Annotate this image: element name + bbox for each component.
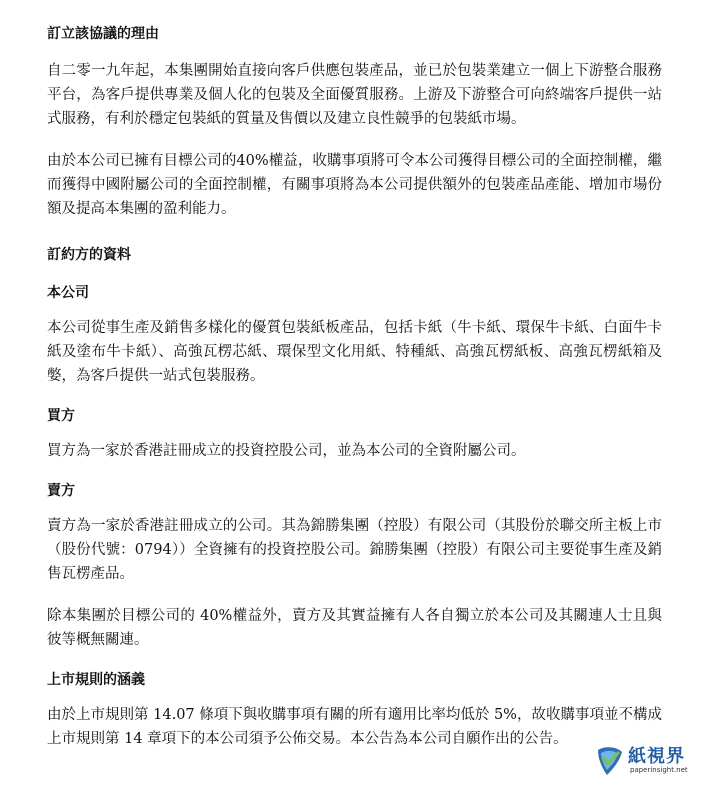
subheading-company: 本公司: [47, 285, 89, 301]
subheading-seller: 賣方: [47, 483, 75, 499]
seller-paragraph-1: 賣方為一家於香港註冊成立的公司。其為錦勝集團（控股）有限公司（其股份於聯交所主板上市（股份代號：0794））全資擁有的投資控股公司。錦勝集團（控股）有限公司主要從事生產及銷售瓦楞產品。: [47, 518, 662, 582]
announcement-page: [47, 18, 662, 751]
listing-rules-paragraph: 由於上市規則第 14.07 條項下與收購事項有關的所有適用比率均低於 5%，故收購事項並不構成上市規則第 14 章項下的本公司須予公佈交易。本公告為本公司自願作出的公告。: [47, 707, 662, 747]
company-paragraph: 本公司從事生產及銷售多樣化的優質包裝紙板產品，包括卡紙（牛卡紙、環保牛卡紙、白面牛卡紙及塗布牛卡紙）、高強瓦楞芯紙、環保型文化用紙、特種紙、高強瓦楞紙板、高強瓦楞紙箱及嫳，為客戶提供一站式包裝服務。: [47, 320, 662, 384]
subheading-buyer: 買方: [47, 408, 75, 424]
seller-paragraph-2: 除本集團於目標公司的 40%權益外，賣方及其實益擁有人各自獨立於本公司及其關連人士且與彼等概無關連。: [47, 608, 662, 648]
section-heading-listing-rules: 上市規則的涵義: [47, 672, 145, 688]
reason-paragraph-2: 由於本公司已擁有目標公司的40%權益，收購事項將可令本公司獲得目標公司的全面控制權，繼而獲得中國附屬公司的全面控制權，有關事項將為本公司提供額外的包裝產品產能、增加市場份額及提高本集團的盈利能力。: [47, 153, 662, 217]
watermark-name: 紙視界: [628, 746, 685, 767]
buyer-paragraph: 買方為一家於香港註冊成立的投資控股公司，並為本公司的全資附屬公司。: [47, 443, 526, 459]
paperinsight-watermark: [594, 742, 694, 782]
reason-paragraph-1: 自二零一九年起，本集團開始直接向客戶供應包裝產品，並已於包裝業建立一個上下游整合服務平台，為客戶提供專業及個人化的包裝及全面優質服務。上游及下游整合可向終端客戶提供一站式服務，有利於穩定包裝紙的質量及售價以及建立良性競爭的包裝紙市場。: [47, 63, 662, 127]
section-heading-reason: 訂立該協議的理由: [47, 26, 159, 42]
paperinsight-logo-icon: [594, 744, 626, 778]
watermark-url: paperinsight.net: [630, 766, 688, 774]
section-heading-parties: 訂約方的資料: [47, 247, 131, 263]
